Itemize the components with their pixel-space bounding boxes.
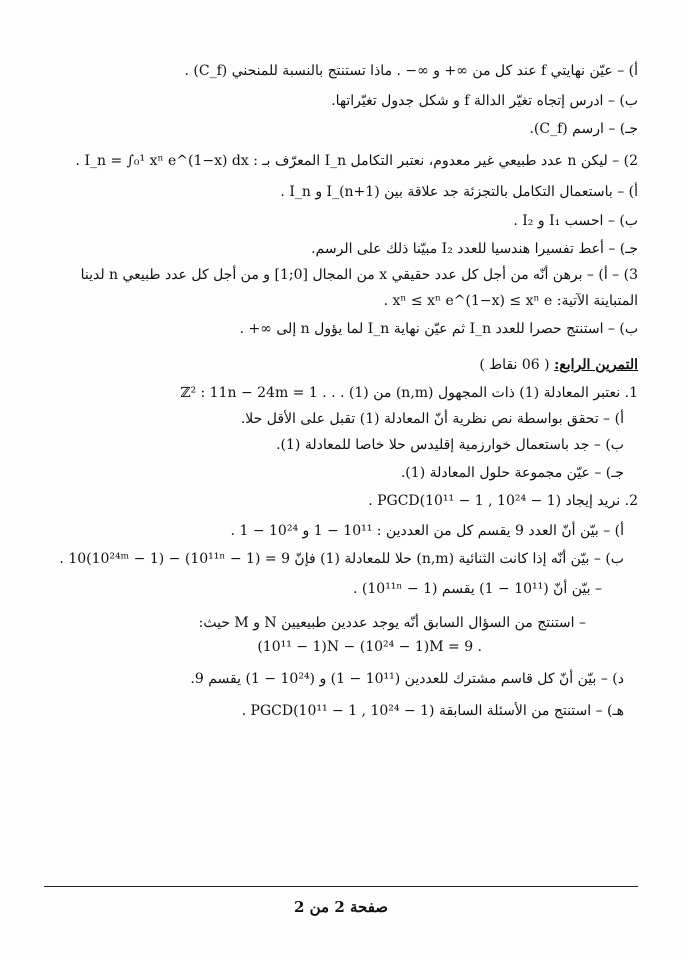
text-line-13: ب) – جد باستعمال خوارزمية إقليدس حلا خاصا للمعادلة (1). [276,437,624,453]
text-line-1: أ) – عيّن نهايتي f عند كل من ∞+ و ∞− . ماذا تستنتج بالنسبة للمنحني (C_f) . [184,63,638,79]
text-line-7: جـ) – أعط تفسيرا هندسيا للعدد I₂ مبيّنا ذلك على الرسم. [311,241,638,257]
text-line-16: أ) – بيّن أنّ العدد 9 يقسم كل من العددين : 10¹¹ − 1 و 10²⁴ − 1 . [230,523,624,539]
text-line-3: جـ) – ارسم (C_f). [529,121,638,137]
section-points: ( 06 نقاط ) [479,357,550,373]
text-line-6: ب) – احسب I₁ و I₂ . [513,213,638,229]
text-line-22: هـ) – استنتج من الأسئلة السابقة PGCD(10¹¹ − 1 , 10²⁴ − 1) . [241,703,624,719]
text-line-4: 2) – ليكن n عدد طبيعي غير معدوم، نعتبر التكامل I_n المعرّف بـ : I_n = ∫₀¹ xⁿ e^(1−x) dx . [75,153,638,169]
footer-divider [44,886,638,887]
text-line-9: المتباينة الآتية: xⁿ ≤ xⁿ e^(1−x) ≤ xⁿ e . [383,293,638,309]
text-line-11: 1. نعتبر المعادلة (1) ذات المجهول (n,m) من ℤ² : 11n − 24m = 1 . . . (1) [180,385,638,401]
text-line-5: أ) – باستعمال التكامل بالتجزئة جد علاقة بين I_(n+1) و I_n . [280,184,638,200]
text-line-20: (10¹¹ − 1)N − (10²⁴ − 1)M = 9 . [257,639,482,655]
section-heading [479,354,638,376]
text-line-8: 3) – أ) – برهن أنّه من أجل كل عدد حقيقي x من المجال [0;1] و من أجل كل عدد طبيعي n لدينا [80,267,638,283]
page-number: صفحة 2 من 2 [293,898,389,916]
text-line-14: جـ) – عيّن مجموعة حلول المعادلة (1). [400,465,624,481]
section-title: التمرين الرابع: [554,357,638,373]
text-line-17: ب) – بيّن أنّه إذا كانت الثنائية (n,m) حلا للمعادلة (1) فإنّ 9 = (10¹¹ⁿ − 1) − 10(10²⁴ᵐ − 1) . [59,551,624,567]
text-line-2: ب) – ادرس إتجاه تغيّر الدالة f و شكل جدول تغيّراتها. [331,93,638,109]
text-line-15: 2. نريد إيجاد PGCD(10¹¹ − 1 , 10²⁴ − 1) . [368,493,638,509]
text-line-18: – بيّن أنّ (10¹¹ − 1) يقسم (10¹¹ⁿ − 1) . [353,581,602,597]
text-line-12: أ) – تحقق بواسطة نص نظرية أنّ المعادلة (1) تقبل على الأقل حلا. [240,411,624,427]
text-line-10: ب) – استنتج حصرا للعدد I_n ثم عيّن نهاية I_n لما يؤول n إلى ∞+ . [239,321,638,337]
text-line-21: د) – بيّن أنّ كل قاسم مشترك للعددين (10¹¹ − 1) و (10²⁴ − 1) يقسم 9. [190,671,624,687]
text-line-19: – استنتج من السؤال السابق أنّه يوجد عددين طبيعيين N و M حيث: [198,615,586,631]
